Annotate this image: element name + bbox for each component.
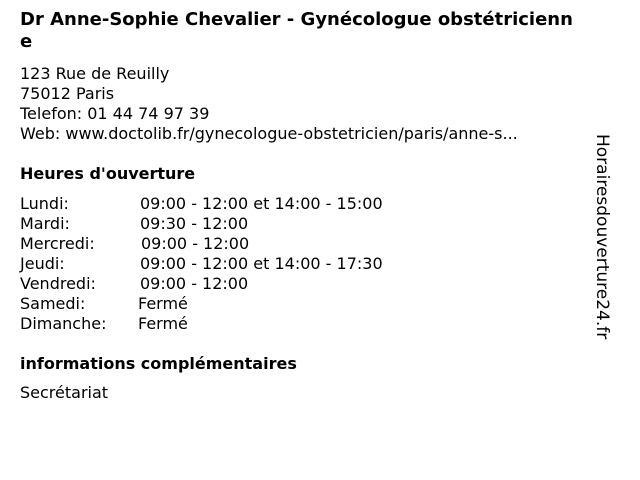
website-link[interactable]: Web: www.doctolib.fr/gynecologue-obstetricien/paris/anne-s... — [20, 124, 518, 143]
additional-info-text: Secrétariat — [20, 383, 109, 402]
hours-row-saturday — [20, 294, 440, 314]
time-value: 09:00 - 12:00 et 14:00 - 15:00 — [140, 194, 383, 213]
time-value: 09:00 - 12:00 — [140, 274, 249, 293]
time-value: Fermé — [138, 314, 188, 333]
time-value: 09:00 - 12:00 — [141, 234, 250, 253]
time-value: 09:00 - 12:00 et 14:00 - 17:30 — [140, 254, 383, 273]
day-label: Lundi: — [20, 194, 69, 213]
day-label: Jeudi: — [20, 254, 65, 273]
day-label: Samedi: — [20, 294, 86, 313]
page-title: Dr Anne-Sophie Chevalier - Gynécologue obstétricienne — [20, 9, 573, 52]
city-postal-code: 75012 Paris — [20, 84, 115, 103]
additional-info-heading: informations complémentaires — [20, 354, 297, 373]
hours-row-thursday — [20, 254, 440, 274]
time-value: 09:30 - 12:00 — [140, 214, 249, 233]
time-value: Fermé — [138, 294, 188, 313]
opening-hours-heading: Heures d'ouverture — [20, 164, 196, 183]
day-label: Mardi: — [20, 214, 70, 233]
hours-row-wednesday — [20, 234, 440, 254]
day-label: Mercredi: — [20, 234, 95, 253]
street-address: 123 Rue de Reuilly — [20, 64, 170, 83]
day-label: Vendredi: — [20, 274, 96, 293]
site-watermark: Horairesdouverture24.fr — [592, 134, 612, 340]
hours-row-friday — [20, 274, 440, 294]
day-label: Dimanche: — [20, 314, 107, 333]
phone-number[interactable]: Telefon: 01 44 74 97 39 — [20, 104, 210, 123]
opening-hours-table — [20, 194, 440, 334]
hours-row-tuesday — [20, 214, 440, 234]
contact-block — [20, 64, 518, 144]
hours-row-sunday — [20, 314, 440, 334]
hours-row-monday — [20, 194, 440, 214]
